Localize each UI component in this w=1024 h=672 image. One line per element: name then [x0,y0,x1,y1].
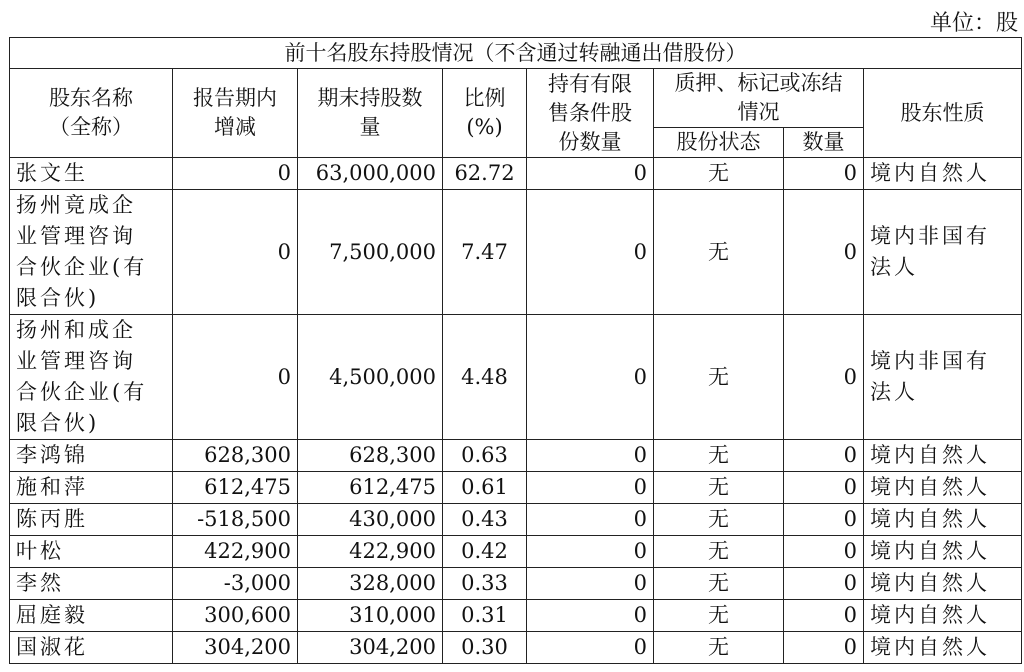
cell-name-line: 扬州竟成企 [16,193,136,217]
header-name-line-2: （全称） [49,115,133,139]
cell-change: 0 [173,158,298,190]
header-restricted [527,69,654,158]
cell-restricted: 0 [527,536,654,568]
cell-holding: 612,475 [298,472,443,504]
cell-nature-line: 境内自然人 [870,507,990,531]
header-holding [298,69,443,158]
cell-name-line: 李然 [16,571,64,595]
header-change-line-1: 报告期内 [193,86,277,110]
table-row [10,190,1022,315]
header-change-line-2: 增减 [214,115,256,139]
cell-ratio: 0.30 [443,632,527,664]
cell-change: 300,600 [173,600,298,632]
cell-change: 422,900 [173,536,298,568]
cell-nature-line: 境内自然人 [870,443,990,467]
cell-holding: 628,300 [298,440,443,472]
header-pledge-line-2: 情况 [737,100,780,124]
cell-status: 无 [654,568,784,600]
cell-name-line: 李鸿锦 [16,443,88,467]
cell-ratio: 7.47 [443,190,527,315]
cell-qty: 0 [784,158,864,190]
cell-status: 无 [654,504,784,536]
cell-nature [864,440,1022,472]
cell-nature-line: 境内自然人 [870,161,990,185]
table-row [10,632,1022,664]
cell-nature [864,158,1022,190]
cell-name-line: 扬州和成企 [16,318,136,342]
header-holding-line-1: 期末持股数 [317,86,423,110]
cell-qty: 0 [784,440,864,472]
cell-restricted: 0 [527,190,654,315]
cell-nature-line: 境内自然人 [870,475,990,499]
cell-nature-line: 境内自然人 [870,603,990,627]
cell-change: 0 [173,190,298,315]
header-restricted-line-2: 售条件股 [548,100,632,125]
cell-name [10,472,173,504]
cell-nature [864,536,1022,568]
header-ratio-line-1: 比例 [463,86,506,110]
cell-name-line: 业管理咨询 [16,349,136,373]
cell-qty: 0 [784,536,864,568]
cell-restricted: 0 [527,504,654,536]
cell-name [10,568,173,600]
cell-nature-line: 境内非国有 [870,349,990,373]
cell-status: 无 [654,472,784,504]
header-pledge-status: 股份状态 [654,128,784,158]
cell-qty: 0 [784,504,864,536]
header-pledge-line-1: 质押、标记或冻结 [674,71,843,95]
cell-status: 无 [654,158,784,190]
cell-holding: 328,000 [298,568,443,600]
cell-status: 无 [654,600,784,632]
cell-ratio: 0.63 [443,440,527,472]
cell-name [10,600,173,632]
cell-nature [864,472,1022,504]
cell-nature [864,315,1022,440]
cell-name-line: 国淑花 [16,635,88,659]
cell-ratio: 62.72 [443,158,527,190]
table-row [10,504,1022,536]
cell-restricted: 0 [527,472,654,504]
header-row-1 [10,69,1022,128]
cell-nature-line: 境内自然人 [870,539,990,563]
cell-name-line: 屈庭毅 [16,603,88,627]
cell-name-line: 施和萍 [16,475,88,499]
header-name [10,69,173,158]
header-nature: 股东性质 [864,69,1022,158]
cell-name-line: 张文生 [16,161,88,185]
table-row [10,472,1022,504]
cell-holding: 422,900 [298,536,443,568]
title-row [10,38,1022,69]
cell-nature-line: 境内自然人 [870,635,990,659]
cell-holding: 310,000 [298,600,443,632]
cell-status: 无 [654,632,784,664]
table-row [10,600,1022,632]
cell-change: 304,200 [173,632,298,664]
header-pledge [654,69,864,128]
cell-ratio: 0.31 [443,600,527,632]
header-holding-line-2: 量 [359,115,381,139]
cell-name [10,315,173,440]
cell-restricted: 0 [527,568,654,600]
cell-nature [864,568,1022,600]
table-row [10,158,1022,190]
cell-ratio: 0.61 [443,472,527,504]
cell-nature [864,504,1022,536]
header-ratio [443,69,527,158]
header-change [173,69,298,158]
table-row [10,568,1022,600]
cell-nature-line: 法人 [870,255,918,279]
cell-status: 无 [654,536,784,568]
table-row [10,440,1022,472]
cell-restricted: 0 [527,632,654,664]
header-pledge-qty: 数量 [784,128,864,158]
cell-restricted: 0 [527,600,654,632]
cell-ratio: 4.48 [443,315,527,440]
cell-name-line: 业管理咨询 [16,224,136,248]
cell-name-line: 限合伙) [16,411,100,435]
cell-qty: 0 [784,315,864,440]
cell-change: 0 [173,315,298,440]
cell-restricted: 0 [527,440,654,472]
cell-qty: 0 [784,600,864,632]
cell-name [10,536,173,568]
cell-nature-line: 境内自然人 [870,571,990,595]
cell-status: 无 [654,315,784,440]
cell-name [10,158,173,190]
cell-holding: 63,000,000 [298,158,443,190]
header-restricted-line-3: 份数量 [558,129,622,154]
cell-holding: 7,500,000 [298,190,443,315]
cell-change: 628,300 [173,440,298,472]
cell-name [10,632,173,664]
header-restricted-line-1: 持有有限 [548,71,632,96]
cell-status: 无 [654,190,784,315]
cell-name [10,504,173,536]
cell-name-line: 叶松 [16,539,64,563]
cell-qty: 0 [784,190,864,315]
cell-change: 612,475 [173,472,298,504]
cell-qty: 0 [784,632,864,664]
cell-nature-line: 境内非国有 [870,224,990,248]
cell-nature [864,632,1022,664]
cell-change: -518,500 [173,504,298,536]
cell-restricted: 0 [527,158,654,190]
cell-change: -3,000 [173,568,298,600]
header-name-line-1: 股东名称 [49,86,133,110]
cell-nature [864,190,1022,315]
cell-holding: 430,000 [298,504,443,536]
cell-nature-line: 法人 [870,380,918,404]
table-title: 前十名股东持股情况（不含通过转融通出借股份） [10,38,1022,69]
cell-ratio: 0.43 [443,504,527,536]
cell-ratio: 0.42 [443,536,527,568]
header-ratio-line-2: (%) [466,115,503,139]
cell-nature [864,600,1022,632]
cell-name-line: 合伙企业(有 [16,255,148,279]
table-row [10,536,1022,568]
cell-status: 无 [654,440,784,472]
cell-restricted: 0 [527,315,654,440]
top-ten-shareholders-table [9,37,1022,664]
cell-holding: 4,500,000 [298,315,443,440]
cell-ratio: 0.33 [443,568,527,600]
cell-qty: 0 [784,568,864,600]
unit-label: 单位：股 [930,11,1019,36]
cell-name [10,190,173,315]
cell-name-line: 合伙企业(有 [16,380,148,404]
cell-holding: 304,200 [298,632,443,664]
cell-name [10,440,173,472]
cell-name-line: 陈丙胜 [16,507,88,531]
cell-qty: 0 [784,472,864,504]
cell-name-line: 限合伙) [16,286,100,310]
table-row [10,315,1022,440]
